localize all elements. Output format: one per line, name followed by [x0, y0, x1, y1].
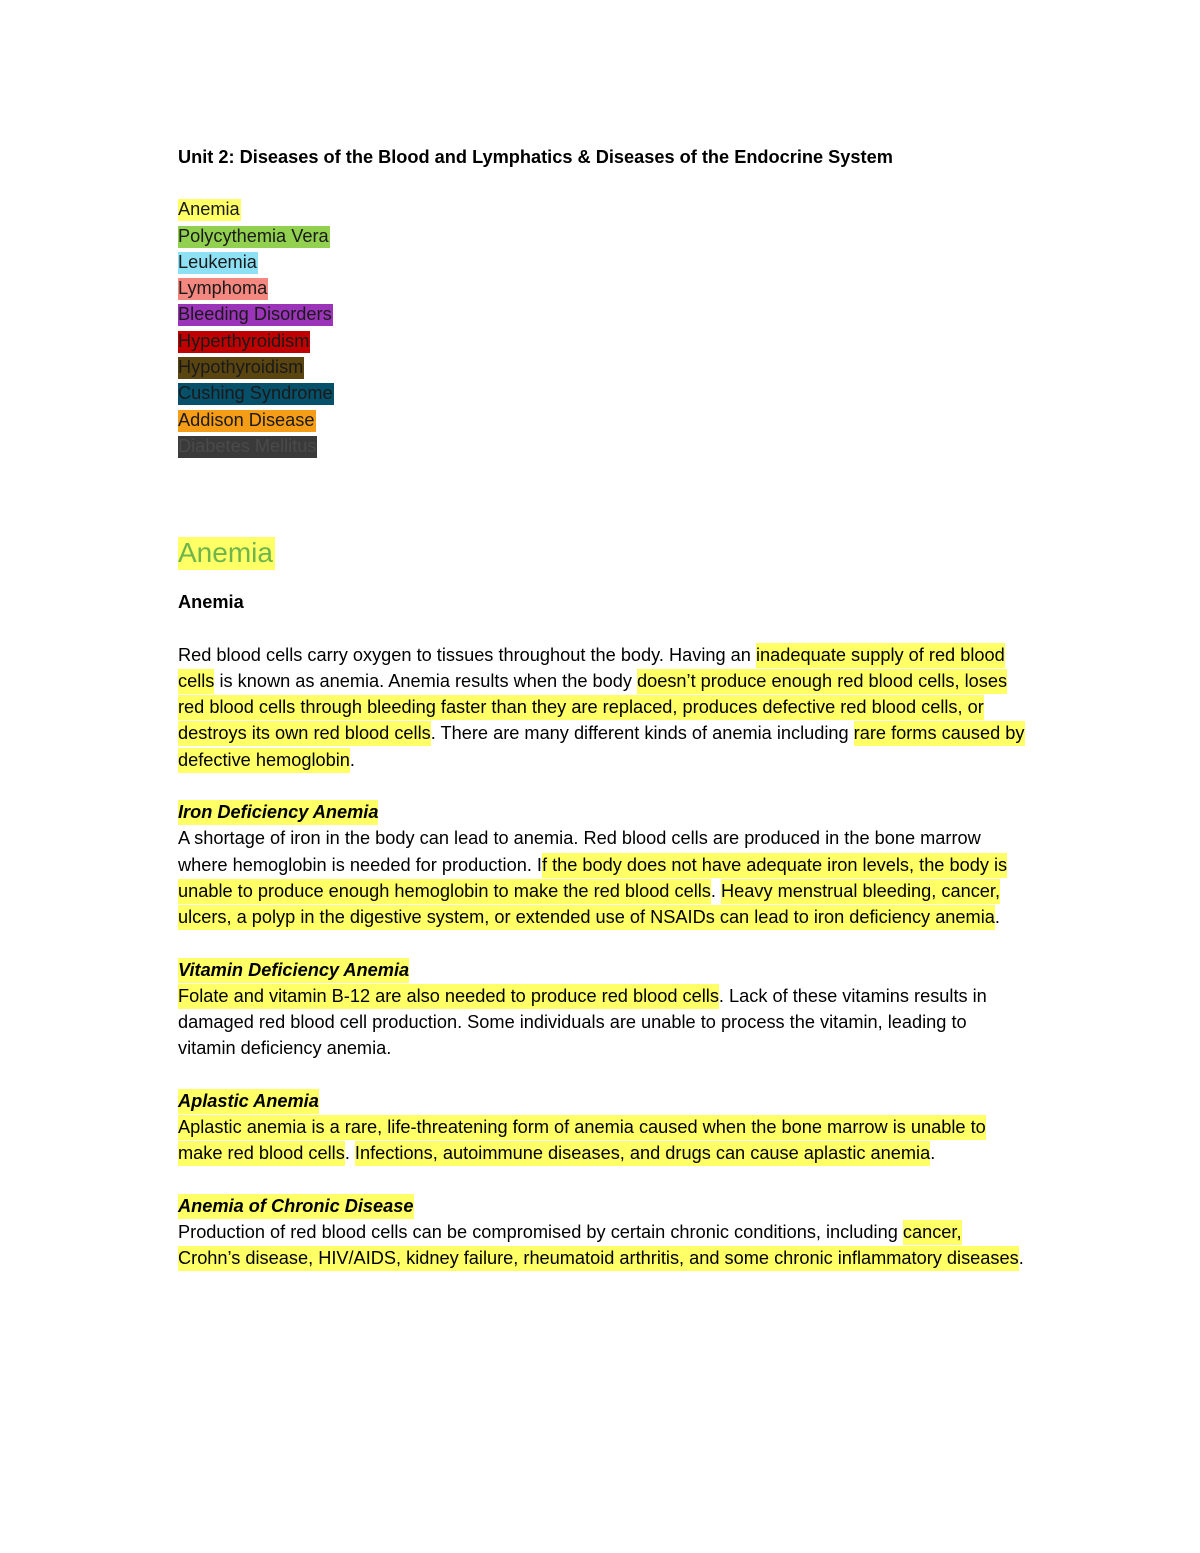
body-text: .	[349, 749, 355, 770]
subsection	[178, 1088, 1028, 1167]
topic-list-item	[178, 249, 1028, 275]
topic-label: Addison Disease	[178, 409, 315, 430]
section-heading-text: Anemia	[178, 537, 273, 569]
subsection-title-text: Anemia of Chronic Disease	[178, 1194, 414, 1219]
subsection-title-text: Aplastic Anemia	[178, 1089, 319, 1114]
highlighted-text: inadequate supply of red blood cells	[178, 643, 1005, 694]
topic-label: Polycythemia Vera	[178, 225, 329, 246]
highlighted-text: f the body does not have adequate iron levels, the body is unable to produce enough hemoglobin to make the red blood cells	[178, 853, 1007, 904]
subsection-title	[178, 957, 1028, 983]
subsection-body	[178, 983, 1028, 1062]
highlighted-text: doesn’t produce enough red blood cells, loses red blood cells through bleeding faster than they are replaced, produces defective red blood cells, or destroys its own red blood cells	[178, 669, 1007, 747]
highlighted-text: Infections, autoimmune diseases, and drugs can cause aplastic anemia	[355, 1141, 930, 1166]
highlighted-text: cancer, Crohn’s disease, HIV/AIDS, kidney failure, rheumatoid arthritis, and some chronic inflammatory diseases	[178, 1220, 1019, 1271]
document-content	[178, 144, 1028, 1272]
topic-label: Anemia	[178, 199, 240, 220]
subsection-title-text: Iron Deficiency Anemia	[178, 800, 378, 825]
topic-label: Lymphoma	[178, 278, 268, 299]
topic-label: Leukemia	[178, 251, 257, 272]
topic-label: Cushing Syndrome	[178, 383, 333, 404]
subsection	[178, 957, 1028, 1062]
subheading: Anemia	[178, 592, 244, 613]
body-text: .	[930, 1143, 936, 1164]
highlighted-text: Aplastic anemia is a rare, life-threatening form of anemia caused when the bone marrow is unable to make red blood cells	[178, 1115, 986, 1166]
body-text: is known as anemia. Anemia results when the body	[214, 670, 637, 691]
topic-list-item	[178, 433, 1028, 459]
topic-list	[178, 196, 1028, 459]
subsection-body	[178, 1219, 1028, 1272]
subsection-title-text: Vitamin Deficiency Anemia	[178, 958, 409, 983]
topic-list-item	[178, 407, 1028, 433]
topic-list-item	[178, 354, 1028, 380]
topic-list-item	[178, 380, 1028, 406]
topic-label: Hyperthyroidism	[178, 330, 310, 351]
topic-list-item	[178, 223, 1028, 249]
body-text: A shortage of iron in the body can lead to anemia. Red blood cells are produced in the bone marrow where hemoglobin is needed for production. I	[178, 828, 981, 875]
body-text: . Lack of these vitamins results in damaged red blood cell production. Some individuals are unable to process the vitamin, leading to vitamin deficiency anemia.	[178, 985, 987, 1059]
topic-label: Bleeding Disorders	[178, 304, 332, 325]
body-text: .	[344, 1143, 355, 1164]
body-text: Red blood cells carry oxygen to tissues throughout the body. Having an	[178, 644, 756, 665]
topic-list-item	[178, 196, 1028, 222]
body-text: Production of red blood cells can be compromised by certain chronic conditions, including	[178, 1221, 903, 1242]
subsection-title	[178, 799, 1028, 825]
body-text: .	[994, 907, 1000, 928]
body-text: . There are many different kinds of anemia including	[430, 723, 854, 744]
topic-list-item	[178, 275, 1028, 301]
highlighted-text: rare forms caused by defective hemoglobin	[178, 721, 1025, 772]
document-title: Unit 2: Diseases of the Blood and Lymphatics & Diseases of the Endocrine System	[178, 147, 893, 167]
subsections	[178, 799, 1028, 1271]
subsection-title	[178, 1193, 1028, 1219]
subsection-title	[178, 1088, 1028, 1114]
section-heading	[178, 533, 1028, 573]
topic-list-item	[178, 301, 1028, 327]
subsection	[178, 1193, 1028, 1272]
body-text: .	[710, 880, 721, 901]
topic-label: Diabetes Mellitus	[178, 435, 317, 456]
subsection	[178, 799, 1028, 930]
topic-label: Hypothyroidism	[178, 357, 304, 378]
intro-paragraph	[178, 642, 1028, 773]
subsection-body	[178, 825, 1028, 930]
body-text: .	[1018, 1248, 1024, 1269]
subsection-body	[178, 1114, 1028, 1167]
highlighted-text: Folate and vitamin B-12 are also needed to produce red blood cells	[178, 984, 719, 1009]
highlighted-text: Heavy menstrual bleeding, cancer, ulcers, a polyp in the digestive system, or extended use of NSAIDs can lead to iron deficiency anemia	[178, 879, 1000, 930]
topic-list-item	[178, 328, 1028, 354]
